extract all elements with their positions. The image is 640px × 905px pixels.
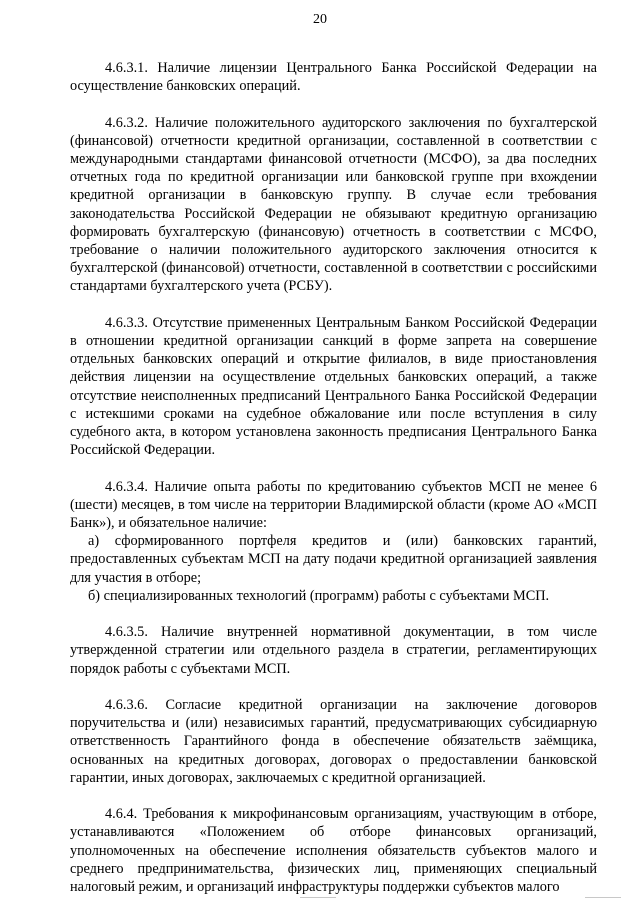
paragraph-4-6-4: 4.6.4. Требования к микрофинансовым организациям, участвующим в отборе, устанавливаются «Положением об отборе финансовых организаций, уполномоченных на обеспечение исполнения обязательств субъектов малого и среднего предпринимательства, физических лиц, применяющих специальный налоговый режим, и организаций инфраструктуры поддержки субъектов малого <box>70 806 597 896</box>
paragraph-4-6-3-4: 4.6.3.4. Наличие опыта работы по кредитованию субъектов МСП не менее 6 (шести) месяцев, в том числе на территории Владимирской области (кроме АО «МСП Банк»), и обязательное наличие: <box>70 478 597 532</box>
document-body <box>70 59 597 896</box>
paragraph-4-6-3-2: 4.6.3.2. Наличие положительного аудиторского заключения по бухгалтерской (финансовой) отчетности кредитной организации, составленной в соответствии с международными стандартами финансовой отчетности (МСФО), за два последних отчетных года по кредитной организации или банковской группе при вхождении кредитной организации в банковскую группу. В случае если требования законодательства Российской Федерации не обязывают кредитную организацию формировать бухгалтерскую (финансовую) отчетность в соответствии с МСФО, требование о наличии положительного аудиторского заключения относится к бухгалтерской (финансовой) отчетности, составленной в соответствии с российскими стандартами бухгалтерского учета (РСБУ). <box>70 114 597 295</box>
subparagraph-b: б) специализированных технологий (программ) работы с субъектами МСП. <box>88 587 550 604</box>
paragraph-4-6-3-3: 4.6.3.3. Отсутствие примененных Центральным Банком Российской Федерации в отношении кредитной организации санкций в форме запрета на совершение отдельных банковских операций и открытие филиалов, в виде приостановления действия лицензии на осуществление отдельных банковских операций, а также отсутствие неисполненных предписаний Центрального Банка Российской Федерации с истекшими сроками на судебное обжалование или после вступления в силу судебного акта, в котором установлена законность предписания Центрального Банка Российской Федерации. <box>70 314 597 459</box>
page-number: 20 <box>313 12 327 27</box>
paragraph-4-6-3-5: 4.6.3.5. Наличие внутренней нормативной документации, в том числе утвержденной стратегии или отдельного раздела в стратегии, регламентирующих порядок работы с субъектами МСП. <box>70 624 597 677</box>
paragraph-4-6-3-6: 4.6.3.6. Согласие кредитной организации на заключение договоров поручительства и (или) независимых гарантий, предусматривающих субсидиарную ответственность Гарантийного фонда в обеспечение обязательств заёмщика, основанных на кредитных договорах, договорах о предоставлении банковской гарантии, иных договорах, заключаемых с кредитной организацией. <box>70 697 597 786</box>
footer-divider-right <box>585 897 621 898</box>
paragraph-4-6-3-1: 4.6.3.1. Наличие лицензии Центрального Банка Российской Федерации на осуществление банковских операций. <box>70 60 597 95</box>
footer-divider-left <box>300 897 336 898</box>
subparagraph-a: а) сформированного портфеля кредитов и (или) банковских гарантий, предоставленных субъектам МСП на дату подачи кредитной организацией заявления для участия в отборе; <box>70 533 597 586</box>
